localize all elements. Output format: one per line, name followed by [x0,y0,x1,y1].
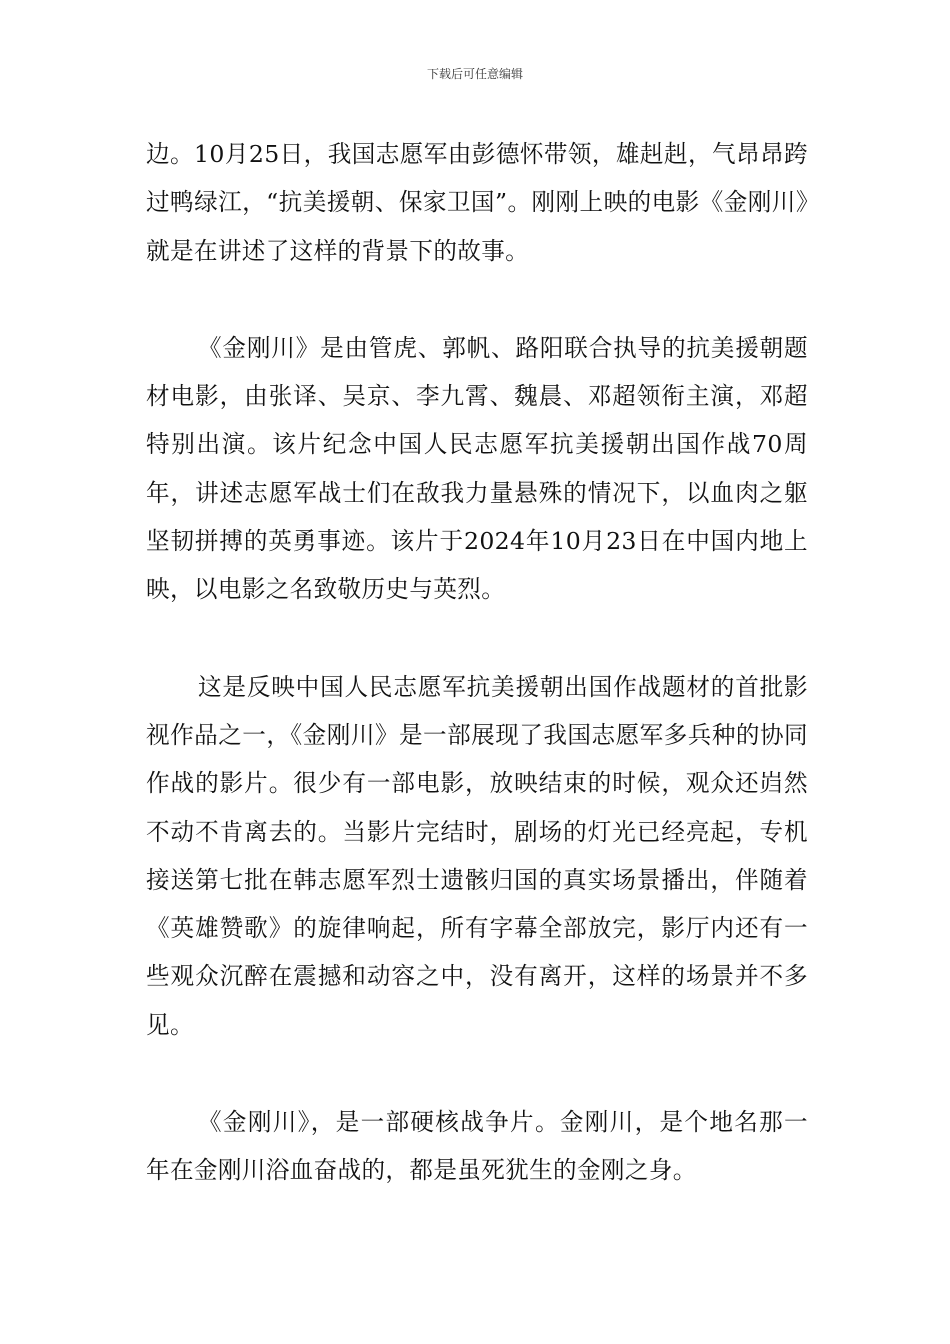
paragraph-4: 《金刚川》，是一部硬核战争片。金刚川，是个地名那一年在金刚川浴血奋战的，都是虽死犹生的金刚之身。 [146,1108,808,1185]
page-header-note: 下载后可任意编辑 [426,67,523,81]
document-body [146,130,808,1195]
paragraph-1: 边。10月25日，我国志愿军由彭德怀带领，雄赳赳，气昂昂跨过鸭绿江，“抗美援朝、保家卫国”。刚刚上映的电影《金刚川》就是在讲述了这样的背景下的故事。 [146,140,808,265]
paragraph-2: 《金刚川》是由管虎、郭帆、路阳联合执导的抗美援朝题材电影，由张译、吴京、李九霄、魏晨、邓超领衔主演，邓超特别出演。该片纪念中国人民志愿军抗美援朝出国作战70周年，讲述志愿军战士们在敌我力量悬殊的情况下，以血肉之躯坚韧拼搏的英勇事迹。该片于2024年10月23日在中国内地上映，以电影之名致敬历史与英烈。 [146,333,808,604]
paragraph-3: 这是反映中国人民志愿军抗美援朝出国作战题材的首批影视作品之一，《金刚川》是一部展现了我国志愿军多兵种的协同作战的影片。很少有一部电影，放映结束的时候，观众还岿然不动不肯离去的。当影片完结时，剧场的灯光已经亮起，专机接送第七批在韩志愿军烈士遗骸归国的真实场景播出，伴随着《英雄赞歌》的旋律响起，所有字幕全部放完，影厅内还有一些观众沉醉在震撼和动容之中，没有离开，这样的场景并不多见。 [146,672,808,1039]
